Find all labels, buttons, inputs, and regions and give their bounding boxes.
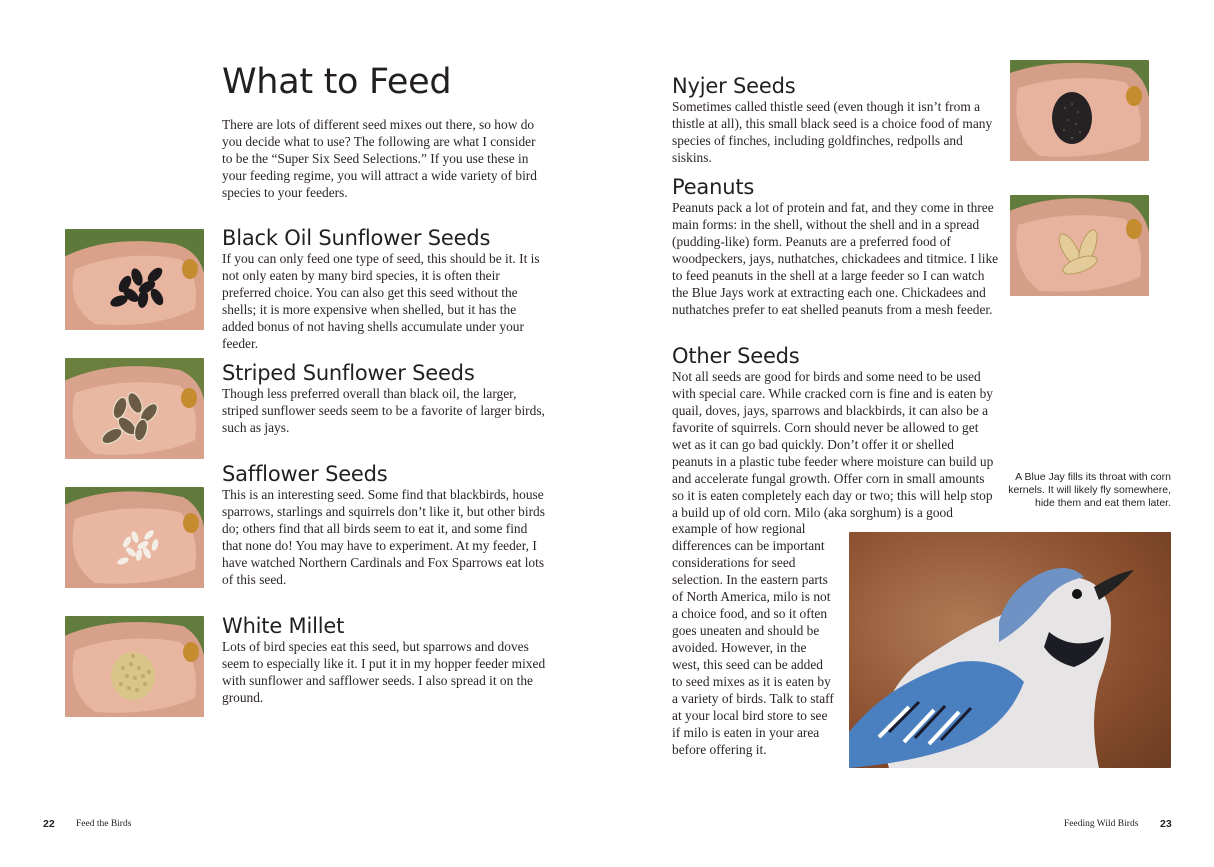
- text-other-seeds-wide: Not all seeds are good for birds and some need to be used with special care. While cracked corn is fine and is eaten by quail, doves, jays, sparrows and blackbirds, it can also be a favorite of squirrels. Corn should never be allowed to get wet as it can go bad quickly. Don’t offer it or shelled peanuts in a plastic tube feeder where moisture can build up and accelerate fungal growth. Offer corn in small amounts so it is eaten completely each day or two; this will help stop a build up of old corn. Milo (aka sorghum) is a good: [672, 369, 994, 520]
- text-nyjer: Sometimes called thistle seed (even though it isn’t from a thistle at all), this small black seed is a choice food of many species of finches, including goldfinches, redpolls and siskins.: [672, 99, 993, 165]
- safflower-photo: [65, 487, 204, 588]
- nyjer-photo: [1010, 60, 1149, 161]
- blue-jay-caption: A Blue Jay fills its throat with corn kernels. It will likely fly somewhere, hide them and eat them later.: [1008, 471, 1171, 509]
- peanuts-photo: [1010, 195, 1149, 296]
- heading-black-oil-sunflower: Black Oil Sunflower Seeds: [222, 226, 491, 250]
- running-footer-left: Feed the Birds: [76, 819, 132, 829]
- heading-other-seeds: Other Seeds: [672, 344, 800, 368]
- text-safflower: This is an interesting seed. Some find that blackbirds, house sparrows, starlings and squirrels don’t like it, but other birds do; others find that all birds seem to eat it, and some find that none do! You may have to experiment. At my feeder, I have watched Northern Cardinals and Fox Sparrows eat lots of this seed.: [222, 487, 545, 587]
- page-number-left: 22: [43, 818, 55, 830]
- running-footer-right: Feeding Wild Birds: [1064, 819, 1139, 829]
- heading-nyjer: Nyjer Seeds: [672, 74, 796, 98]
- heading-striped-sunflower: Striped Sunflower Seeds: [222, 361, 475, 385]
- white-millet-photo: [65, 616, 204, 717]
- intro-paragraph: There are lots of different seed mixes out there, so how do you decide what to use? The following are what I consider to be the “Super Six Seed Selections.” If you use these in your feeding regime, you will attract a wide variety of bird species to your feeders.: [222, 117, 537, 200]
- heading-white-millet: White Millet: [222, 614, 345, 638]
- blue-jay-photo: [849, 532, 1171, 768]
- page-number-right: 23: [1160, 818, 1172, 830]
- striped-sunflower-photo: [65, 358, 204, 459]
- text-white-millet: Lots of bird species eat this seed, but sparrows and doves seem to especially like it. I put it in my hopper feeder mixed with sunflower and safflower seeds. I also spread it on the ground.: [222, 639, 546, 705]
- text-other-seeds-narrow: example of how regional differences can be important considerations for seed selection. In the eastern parts of North America, milo is not a choice food, and so it often goes uneaten and should be avoided. However, in the west, this seed can be added to seed mixes as it is eaten by a variety of birds. Talk to staff at your local bird store to see if milo is eaten in your area before offering it.: [672, 521, 834, 757]
- text-peanuts: Peanuts pack a lot of protein and fat, and they come in three main forms: in the shell, without the shell and in a spread (pudding-like) form. Peanuts are a preferred food of woodpeckers, jays, nuthatches, chickadees and titmice. I like to feed peanuts in the shell at a large feeder so I can watch the Blue Jays work at extracting each one. Chickadees and nuthatches prefer to eat shelled peanuts from a mesh feeder.: [672, 200, 999, 317]
- black-oil-sunflower-photo: [65, 229, 204, 330]
- page-title: What to Feed: [222, 62, 452, 102]
- heading-safflower: Safflower Seeds: [222, 462, 388, 486]
- text-striped-sunflower: Though less preferred overall than black oil, the larger, striped sunflower seeds seem to be a favorite of larger birds, such as jays.: [222, 386, 545, 435]
- heading-peanuts: Peanuts: [672, 175, 755, 199]
- text-black-oil-sunflower: If you can only feed one type of seed, this should be it. It is not only eaten by many bird species, it is often their preferred choice. You can also get this seed without the shells; it is more expensive when shelled, but it has the added bonus of not having shells accumulate under your feeder.: [222, 251, 540, 351]
